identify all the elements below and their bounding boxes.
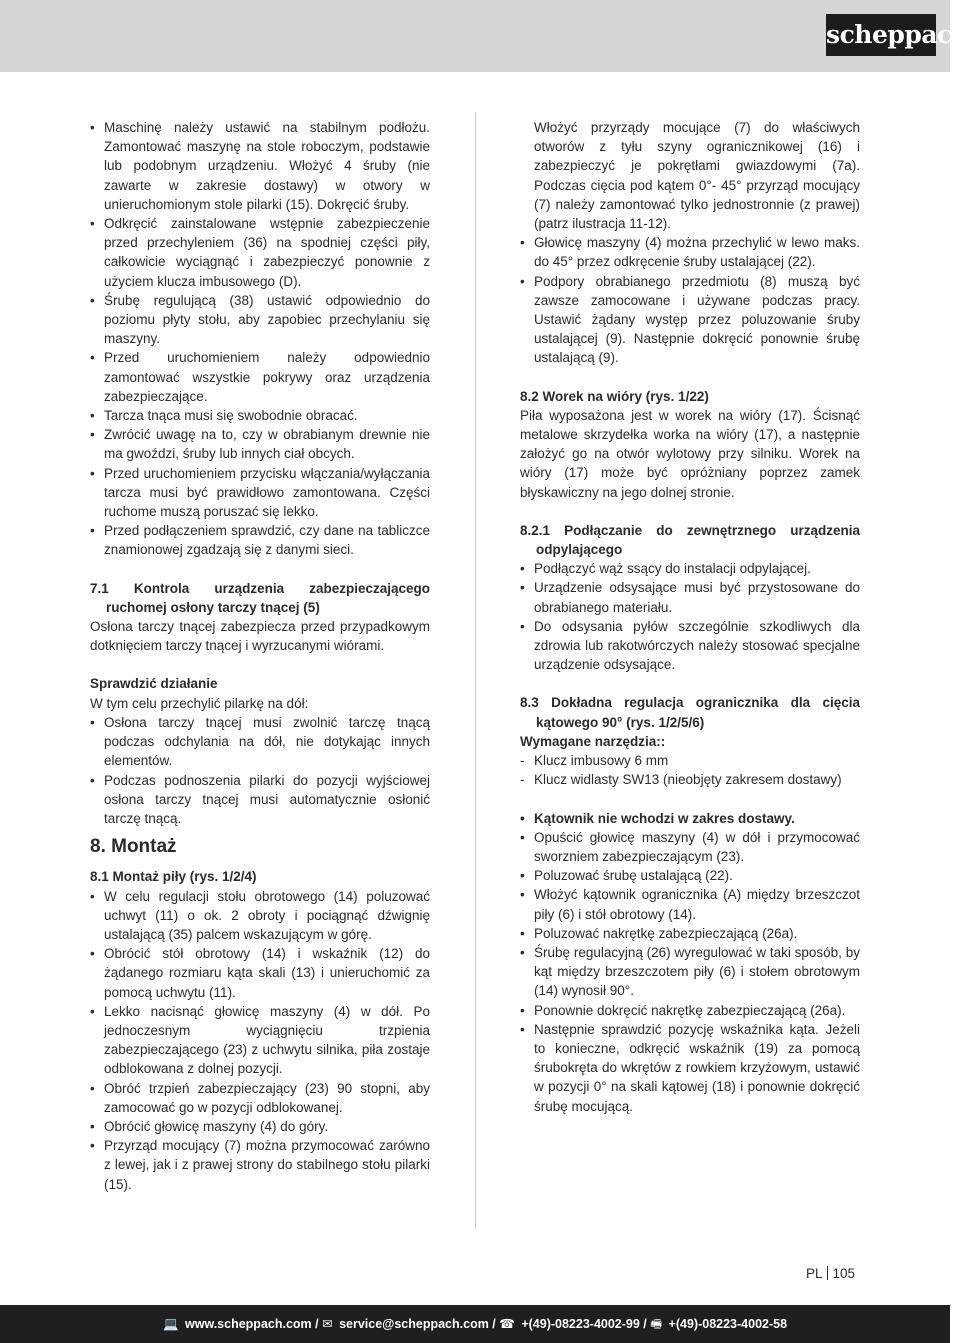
- list-item: • Osłona tarczy tnącej musi zwolnić tarczę tnącą podczas odchylania na dół, nie dotykając innych elementów.: [90, 713, 430, 771]
- list-item: • Poluzować nakrętkę zabezpieczającą (26a).: [520, 924, 860, 943]
- fax-icon: 🖷: [650, 1317, 663, 1331]
- list-item: • Podczas podnoszenia pilarki do pozycji wyjściowej osłona tarczy tnącej musi automatycznie osłonić tarczę tnącą.: [90, 771, 430, 829]
- check-function-list: [90, 713, 430, 828]
- list-item: • W celu regulacji stołu obrotowego (14) poluzować uchwyt (11) o ok. 2 obroty i pociągnąć dźwignię ustalającą (35) palcem wskazującym w górę.: [90, 887, 430, 945]
- phone-icon: ☎: [499, 1317, 515, 1331]
- list-item: • Przyrząd mocujący (7) można przymocować zarówno z lewej, jak i z prawej strony do stabilnego stołu pilarki (15).: [90, 1136, 430, 1194]
- list-item: • Urządzenie odsysające musi być przystosowane do obrabianego materiału.: [520, 578, 860, 616]
- check-function-intro: W tym celu przechylić pilarkę na dół:: [90, 695, 309, 711]
- section-8-3-heading: 8.3 Dokładna regulacja ogranicznika dla cięcia kątowego 90° (rys. 1/2/5/6): [520, 695, 860, 730]
- list-item: • Włożyć kątownik ogranicznika (A) między brzeszczot piły (6) i stół obrotowy (14).: [520, 885, 860, 923]
- list-item: • Podłączyć wąż ssący do instalacji odpylającej.: [520, 559, 860, 578]
- continued-text: Włożyć przyrządy mocujące (7) do właściwych otworów z tyłu szyny ogranicznikowej (16) i zabezpieczyć je pokrętłami gwiazdowymi (7a). Podczas cięcia pod kątem 0°- 45° przyrząd mocujący (7) należy zamontować tylko jednostronnie (z prawej) (patrz ilustracja 11-12).: [534, 120, 860, 232]
- section-8-2-1-heading: 8.2.1 Podłączanie do zewnętrznego urządzenia odpylającego: [520, 522, 860, 558]
- list-item: • Maschinę należy ustawić na stabilnym podłożu. Zamontować maszynę na stole roboczym, podstawie lub podobnym urządzeniu. Włożyć 4 śruby (nie zawarte w zakresie dostawy) w otwory w unieruchomionym stole pilarki (15). Dokręcić śruby.: [90, 118, 430, 214]
- footer-fax: +(49)-08223-4002-58: [668, 1317, 788, 1331]
- list-item: • Opuścić głowicę maszyny (4) w dół i przymocować sworzniem zabezpieczającym (23).: [520, 828, 860, 866]
- footer-website: www.scheppach.com /: [185, 1317, 319, 1331]
- computer-icon: 💻: [162, 1317, 179, 1331]
- list-item: • Obrócić stół obrotowy (14) i wskaźnik (12) do żądanego rozmiaru kąta skali (13) i unieruchomić za pomocą uchwytu (11).: [90, 944, 430, 1002]
- list-item: • Odkręcić zainstalowane wstępnie zabezpieczenie przed przechyleniem (36) na spodniej części piły, całkowicie wyciągnąć i zabezpieczyć ponownie z użyciem klucza imbusowego (D).: [90, 214, 430, 291]
- list-item: • Obróć trzpień zabezpieczający (23) 90 stopni, aby zamocować go w pozycji odblokowanej.: [90, 1079, 430, 1117]
- list-item: • Przed uruchomieniem przycisku włączania/wyłączania tarcza musi być prawidłowo zamontowana. Części ruchome muszą poruszać się lekko.: [90, 464, 430, 522]
- list-item-bold: • Kątownik nie wchodzi w zakres dostawy.: [520, 809, 860, 828]
- left-column: [90, 118, 430, 1194]
- header-bar: [0, 0, 969, 72]
- section-8-heading: 8. Montaż: [90, 836, 177, 858]
- list-item: • Poluzować śrubę ustalającą (22).: [520, 866, 860, 885]
- section-8-2-heading: 8.2 Worek na wióry (rys. 1/22): [520, 388, 709, 404]
- list-item: • Śrubę regulującą (38) ustawić odpowiednio do poziomu płyty stołu, aby zapobiec przechylaniu się maszyny.: [90, 291, 430, 349]
- section-8-1-list: [90, 887, 430, 1194]
- list-item: • Lekko nacisnąć głowicę maszyny (4) w dół. Po jednoczesnym wyciągnięciu trzpienia zabezpieczającego (23) z uchwytu silnika, piła zostaje odblokowana z dolnej pozycji.: [90, 1002, 430, 1079]
- list-item: - Klucz imbusowy 6 mm: [520, 751, 860, 770]
- section-8-3-list: [520, 809, 860, 1116]
- page-number-value: 105: [832, 1266, 856, 1281]
- right-column: [520, 118, 860, 1116]
- section-8-1-heading: 8.1 Montaż piły (rys. 1/2/4): [90, 869, 257, 885]
- footer-email: service@scheppach.com /: [339, 1317, 496, 1331]
- list-item: • Podpory obrabianego przedmiotu (8) muszą być zawsze zamocowane i używane podczas pracy. Ustawić żądany występ przez poluzowanie śruby ustalającej (9). Następnie dokręcić ponownie śrubę ustalającą (9).: [520, 272, 860, 368]
- column-divider: [475, 112, 476, 1229]
- tools-list: [520, 751, 860, 789]
- list-item: - Klucz widlasty SW13 (nieobjęty zakresem dostawy): [520, 770, 860, 789]
- section-7-1-heading: 7.1 Kontrola urządzenia zabezpieczającego ruchomej osłony tarczy tnącej (5): [90, 580, 430, 615]
- head-tilt-list: [520, 233, 860, 367]
- list-item: • Następnie sprawdzić pozycję wskaźnika kąta. Jeżeli to konieczne, odkręcić wskaźnik (19) za pomocą śrubokręta do wkrętów z rowkiem krzyżowym, ustawić w pozycji 0° na skali kątowej (18) i ponownie dokręcić śrubę mocującą.: [520, 1020, 860, 1116]
- envelope-icon: ✉: [322, 1317, 333, 1331]
- list-item: • Tarcza tnąca musi się swobodnie obracać.: [90, 406, 430, 425]
- setup-list: [90, 118, 430, 560]
- tools-heading: Wymagane narzędzia::: [520, 733, 666, 749]
- page-number: [806, 1266, 855, 1281]
- footer-phone: +(49)-08223-4002-99 /: [521, 1317, 647, 1331]
- section-8-2-1-list: [520, 559, 860, 674]
- list-item: • Zwrócić uwagę na to, czy w obrabianym drewnie nie ma gwoździ, śruby lub innych ciał obcych.: [90, 425, 430, 463]
- list-item: • Przed uruchomieniem należy odpowiednio zamontować wszystkie pokrywy oraz urządzenia zabezpieczające.: [90, 348, 430, 406]
- scheppach-logo: scheppach: [826, 14, 936, 56]
- page-language: PL: [806, 1266, 823, 1281]
- section-8-2-text: Piła wyposażona jest w worek na wióry (17). Ścisnąć metalowe skrzydełka worka na wióry (17), a następnie założyć go na otwór wylotowy przy silniku. Worek na wióry (17) może być opróżniany poprzez zamek błyskawiczny na jego dolnej stronie.: [520, 407, 860, 500]
- list-item: • Głowicę maszyny (4) można przechylić w lewo maks. do 45° przez odkręcenie śruby ustalającej (22).: [520, 233, 860, 271]
- list-item: • Do odsysania pyłów szczególnie szkodliwych dla zdrowia lub rakotwórczych należy stosować specjalne urządzenie odsysające.: [520, 617, 860, 675]
- section-7-1-text: Osłona tarczy tnącej zabezpiecza przed przypadkowym dotknięciem tarczy tnącej i wyrzucanymi wiórami.: [90, 619, 430, 654]
- footer-bar: [0, 1305, 950, 1343]
- list-item: • Obrócić głowicę maszyny (4) do góry.: [90, 1117, 430, 1136]
- list-item: • Przed podłączeniem sprawdzić, czy dane na tabliczce znamionowej zgadzają się z danymi sieci.: [90, 521, 430, 559]
- list-item: • Ponownie dokręcić nakrętkę zabezpieczającą (26a).: [520, 1001, 860, 1020]
- list-item: • Śrubę regulacyjną (26) wyregulować w taki sposób, by kąt między brzeszczotem piły (6) i stołem obrotowym (14) wynosił 90°.: [520, 943, 860, 1001]
- check-function-heading: Sprawdzić działanie: [90, 676, 218, 692]
